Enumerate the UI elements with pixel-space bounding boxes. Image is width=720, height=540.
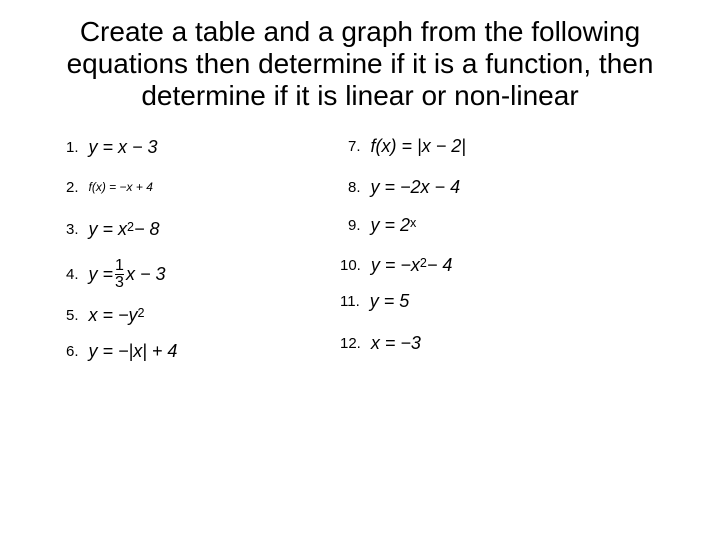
equation-part: − 4: [426, 254, 453, 275]
item-number: 1.: [66, 138, 79, 156]
item-number: 10.: [340, 256, 361, 274]
title-line-3: determine if it is linear or non-linear: [141, 80, 579, 111]
equation: [371, 215, 417, 236]
fraction-numerator: 1: [115, 256, 124, 274]
equation: f(x) = |x − 2|: [370, 135, 466, 156]
title-line-2: equations then determine if it is a function, then: [66, 48, 654, 79]
equation: y = −|x| + 4: [88, 340, 178, 361]
equation: y = x − 3: [88, 136, 158, 157]
item-number: 5.: [66, 306, 79, 324]
equation-part: y =: [88, 263, 114, 284]
equation: [89, 305, 145, 326]
exponent: 2: [419, 256, 427, 271]
equation-part: y = x: [88, 218, 128, 239]
equation-part: − 8: [134, 218, 160, 239]
item-number: 11.: [340, 292, 360, 310]
exponent: 2: [127, 220, 135, 235]
equation: x = −3: [370, 332, 421, 353]
item-number: 12.: [340, 334, 361, 352]
equation: f(x) = −x + 4: [88, 180, 153, 194]
equation-item-11: [340, 286, 409, 316]
item-number: 6.: [66, 342, 79, 360]
equation: y = −2x − 4: [370, 176, 461, 197]
equation-item-5: [66, 300, 145, 330]
equation-item-10: [340, 250, 452, 280]
item-number: 3.: [66, 220, 79, 238]
equation-item-2: [66, 172, 153, 202]
equation-part: x = −y: [88, 304, 138, 325]
equation-item-6: [66, 336, 177, 366]
equation-item-8: [348, 172, 460, 202]
equation-item-4: [66, 256, 165, 292]
item-number: 9.: [348, 216, 361, 234]
equation-part: y = 2: [370, 214, 411, 235]
page-title: [20, 16, 700, 112]
equation-item-3: [66, 214, 160, 244]
title-line-1: Create a table and a graph from the following: [79, 16, 641, 47]
exponent: 2: [137, 306, 145, 321]
equation-item-7: [348, 131, 466, 161]
fraction: [115, 258, 124, 291]
equation: [89, 258, 166, 291]
item-number: 8.: [348, 178, 361, 196]
exponent: x: [410, 216, 417, 231]
equation-item-9: [348, 210, 416, 240]
equation: [89, 219, 160, 240]
equation-part: y = −x: [370, 254, 420, 275]
item-number: 4.: [66, 265, 79, 283]
item-number: 7.: [348, 137, 361, 155]
item-number: 2.: [66, 178, 79, 196]
equation-item-12: [340, 328, 421, 358]
equation-item-1: [66, 132, 158, 162]
fraction-denominator: 3: [115, 273, 124, 291]
equation: y = 5: [369, 290, 410, 311]
equation-part: x − 3: [125, 263, 166, 284]
equation: [371, 255, 453, 276]
